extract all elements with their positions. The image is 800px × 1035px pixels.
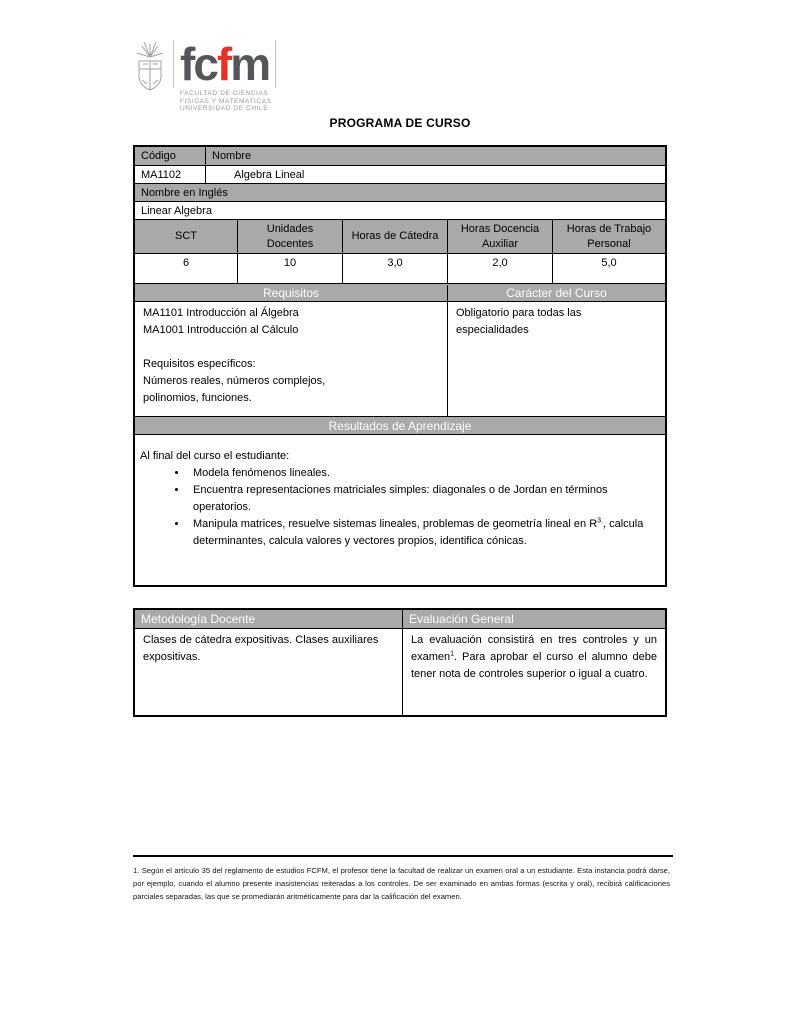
requisito-line (143, 339, 439, 356)
resultado-bullet-2: • Encuentra representaciones matriciales simples: diagonales o de Jordan en términos operatorios. (188, 482, 657, 516)
table-row-codigo-header (135, 147, 665, 165)
table-row-requisitos-content (135, 301, 665, 416)
horas-catedra-value-cell: 3,0 (342, 254, 447, 283)
bullet-3-text: Manipula matrices, resuelve sistemas lineales, problemas de geometría lineal en R (193, 518, 598, 530)
table-row-codigo-value (135, 165, 665, 183)
horas-docencia-header-cell: Horas Docencia Auxiliar (447, 220, 552, 253)
footnote-divider (133, 855, 673, 857)
nombre-ingles-value-cell: Linear Algebra (141, 204, 212, 217)
table-row-requisitos-header (135, 283, 665, 301)
caracter-header-cell: Carácter del Curso (447, 285, 665, 301)
sct-value-cell: 6 (182, 257, 190, 269)
codigo-value-cell: MA1102 (141, 168, 182, 181)
nombre-value-cell: Algebra Lineal (205, 166, 665, 183)
nombre-ingles-header-cell: Nombre en Inglés (141, 186, 228, 199)
requisitos-content-cell (135, 302, 447, 416)
evaluacion-text: La evaluación consistirá en tres controles y un examen (411, 634, 657, 663)
resultado-bullet-1: • Modela fenómenos lineales. (188, 465, 657, 482)
evaluacion-superscript: 1 (450, 650, 455, 658)
university-crest-icon (131, 42, 169, 108)
evaluacion-header-cell: Evaluación General (402, 610, 665, 628)
course-info-table (133, 145, 667, 587)
footnote-text: 1. Según el artículo 35 del reglamento de estudios FCFM, el profesor tiene la facultad de realizar un examen oral a un estudiante. Esta instancia podrá darse, por ejemplo, cuando el alumno presente inasistencias reiteradas a los controles. De ser examinado en ambas formas (escrita y oral), recibirá calificaciones parciales separadas, las que se promediarán aritméticamente para dar la calificación del examen. (133, 866, 670, 901)
resultados-intro: Al final del curso el estudiante: (140, 450, 290, 462)
brand-letters-gray: fc (180, 38, 217, 90)
table-row-resultados-header (135, 416, 665, 434)
caracter-content-cell: Obligatorio para todas las especialidades (447, 302, 665, 416)
table-row-method-headers (135, 610, 665, 628)
unidades-docentes-header-cell: Unidades Docentes (237, 220, 342, 253)
unidades-docentes-value-cell: 10 (237, 254, 342, 283)
nombre-header-cell: Nombre (205, 147, 665, 165)
table-row-method-content (135, 628, 665, 715)
table-row-credit-values (135, 253, 665, 283)
requisito-line: polinomios, funciones. (143, 392, 252, 404)
requisito-line: MA1001 Introducción al Cálculo (143, 324, 299, 336)
codigo-header-cell: Código (141, 150, 176, 162)
table-row-english-header (135, 183, 665, 201)
table-row-resultados-content (135, 434, 665, 585)
sct-header-cell: SCT (175, 230, 197, 242)
resultado-bullet-3 (188, 516, 657, 550)
brand-wordmark (173, 40, 276, 88)
metodologia-header-cell: Metodología Docente (141, 612, 256, 626)
logo-caption-line: FACULTAD DE CIENCIAS (180, 90, 269, 97)
logo-caption-line: FISICAS Y MATEMATICAS (180, 97, 272, 105)
page-title: PROGRAMA DE CURSO (329, 116, 471, 130)
brand-letters-gray-2: m (230, 38, 270, 90)
brand-block (173, 40, 276, 113)
horas-trabajo-header-cell: Horas de Trabajo Personal (552, 220, 665, 253)
methodology-evaluation-table (133, 608, 667, 717)
bullet-3-superscript: 3. (597, 517, 603, 525)
requisito-line: Requisitos específicos: (143, 358, 256, 370)
horas-docencia-value-cell: 2,0 (447, 254, 552, 283)
requisito-line: MA1101 Introducción al Álgebra (143, 307, 299, 319)
horas-catedra-header-cell: Horas de Cátedra (342, 220, 447, 253)
metodologia-content-cell: Clases de cátedra expositivas. Clases auxiliares expositivas. (143, 634, 379, 663)
logo-caption (173, 90, 276, 113)
evaluacion-content-cell (402, 629, 665, 715)
table-row-credit-headers (135, 219, 665, 253)
logo-caption-line: UNIVERSIDAD DE CHILE (180, 105, 269, 112)
brand-letter-red: f (216, 38, 231, 90)
resultados-header-cell: Resultados de Aprendizaje (328, 418, 472, 433)
resultados-bullet-list (140, 465, 657, 550)
requisitos-header-cell: Requisitos (262, 285, 320, 300)
requisito-line: Números reales, números complejos, (143, 375, 326, 387)
evaluacion-text-cont: . Para aprobar el curso el alumno debe tener nota de controles superior o igual a cuatro. (411, 651, 657, 680)
horas-trabajo-value-cell: 5,0 (552, 254, 665, 283)
resultados-content-cell (135, 435, 665, 585)
table-row-english-value (135, 201, 665, 219)
fcfm-logo (131, 40, 276, 113)
bullet-3-text-cont: , calcula determinantes, calcula valores y vectores propios, identifica cónicas. (193, 518, 644, 547)
